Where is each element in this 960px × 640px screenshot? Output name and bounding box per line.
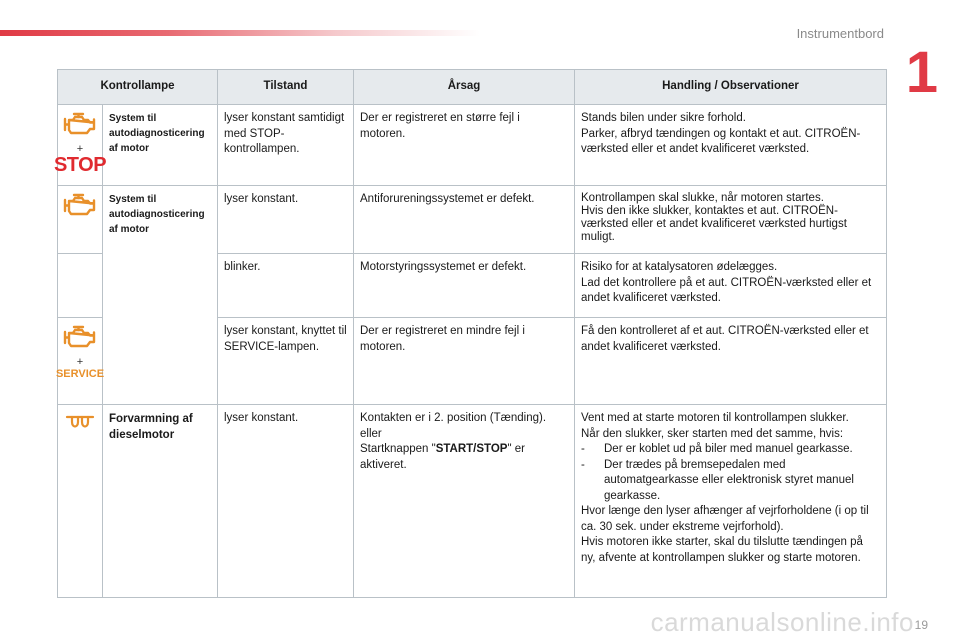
action-cell	[575, 186, 887, 254]
plus-sign: +	[76, 142, 84, 155]
section-title: Instrumentbord	[796, 26, 884, 41]
action-line: Kontrollampen skal slukke, når motoren startes.	[581, 192, 824, 204]
table-row	[58, 105, 887, 186]
cause-cell: Der er registreret en mindre fejl i motoren.	[354, 318, 575, 405]
cause-line: Kontakten er i 2. position (Tænding).	[360, 412, 547, 424]
col-header-kontrollampe: Kontrollampe	[58, 70, 218, 105]
action-line: Stands bilen under sikre forhold.	[581, 112, 746, 124]
cause-line: eller	[360, 427, 382, 440]
glow-plug-icon	[64, 411, 96, 439]
cause-cell: Motorstyringssystemet er defekt.	[354, 254, 575, 318]
state-cell: lyser konstant.	[218, 405, 354, 598]
page-number: 19	[914, 618, 928, 632]
icon-cell	[55, 318, 105, 405]
action-line: Hvis motoren ikke starter, skal du tilslutte tændingen på ny, afvente at kontrollampen slukker og starte motoren.	[581, 536, 863, 564]
state-cell: lyser konstant, knyttet til SERVICE-lampen.	[218, 318, 354, 405]
lamp-name: System til autodiagnosticering af motor	[103, 186, 218, 405]
col-header-handling: Handling / Observationer	[575, 70, 887, 105]
list-dash: -	[581, 458, 585, 471]
action-line: Vent med at starte motoren til kontrollampen slukker.	[581, 412, 849, 424]
list-item	[581, 442, 880, 458]
chapter-number: 1	[905, 40, 938, 105]
action-cell: Få den kontrolleret af et aut. CITROËN-værksted eller et andet kvalificeret værksted.	[575, 318, 887, 405]
warning-lights-table	[53, 69, 887, 598]
action-cell	[575, 105, 887, 186]
cause-text: Startknappen "	[360, 443, 436, 455]
cause-line	[360, 442, 568, 473]
watermark: carmanualsonline.info	[650, 607, 914, 637]
col-header-arsag: Årsag	[354, 70, 575, 105]
list-dash: -	[581, 443, 585, 455]
col-header-tilstand: Tilstand	[218, 70, 354, 105]
cause-text: " er aktiveret.	[360, 443, 525, 471]
icon-cell-empty	[58, 254, 103, 318]
action-line: Lad det kontrollere på et aut. CITROËN-værksted eller et andet kvalificeret værksted.	[581, 276, 872, 304]
icon-cell	[58, 405, 103, 598]
action-cell	[575, 405, 887, 598]
plus-sign: +	[76, 355, 84, 368]
service-lamp-label: SERVICE	[55, 367, 105, 380]
list-item-text: Der er koblet ud på biler med manuel gearkasse.	[604, 443, 853, 455]
engine-check-icon	[62, 111, 98, 143]
engine-check-icon	[62, 192, 98, 224]
table-row	[58, 186, 887, 254]
icon-cell	[58, 186, 103, 254]
lamp-name: Forvarmning af dieselmotor	[103, 405, 218, 598]
engine-check-icon	[62, 324, 98, 356]
action-line: Risiko for at katalysatoren ødelægges.	[581, 261, 778, 273]
icon-cell	[53, 105, 107, 186]
cause-cell: Der er registreret en større fejl i motoren.	[354, 105, 575, 186]
state-cell: lyser konstant.	[218, 186, 354, 254]
state-cell: lyser konstant samtidigt med STOP-kontrollampen.	[218, 105, 354, 186]
action-line: Når den slukker, sker starten med det samme, hvis:	[581, 427, 844, 440]
header-accent-bar	[0, 30, 480, 36]
action-cell	[575, 254, 887, 318]
list-item-text: Der trædes på bremsepedalen med automatgearkasse eller elektronisk styret manuel gearkasse.	[604, 458, 854, 502]
lamp-name: System til autodiagnosticering af motor	[103, 105, 218, 186]
state-cell: blinker.	[218, 254, 354, 318]
cause-cell	[354, 405, 575, 598]
start-stop-label: START/STOP	[435, 443, 508, 455]
table-row	[58, 405, 887, 598]
list-item	[581, 458, 880, 505]
action-line: Parker, afbryd tændingen og kontakt et aut. CITROËN-værksted eller et andet kvalificeret værksted.	[581, 127, 861, 155]
stop-lamp-label: STOP	[53, 153, 107, 176]
cause-cell: Antiforureningssystemet er defekt.	[354, 186, 575, 254]
condition-list	[581, 442, 880, 504]
action-line: Hvor længe den lyser afhænger af vejrforholdene (i op til ca. 30 sek. under ekstreme vejrforhold).	[581, 505, 869, 533]
table-header-row	[58, 70, 887, 105]
action-line: Hvis den ikke slukker, kontaktes et aut. CITROËN-værksted eller et andet kvalificeret værksted hurtigst muligt.	[581, 205, 847, 243]
